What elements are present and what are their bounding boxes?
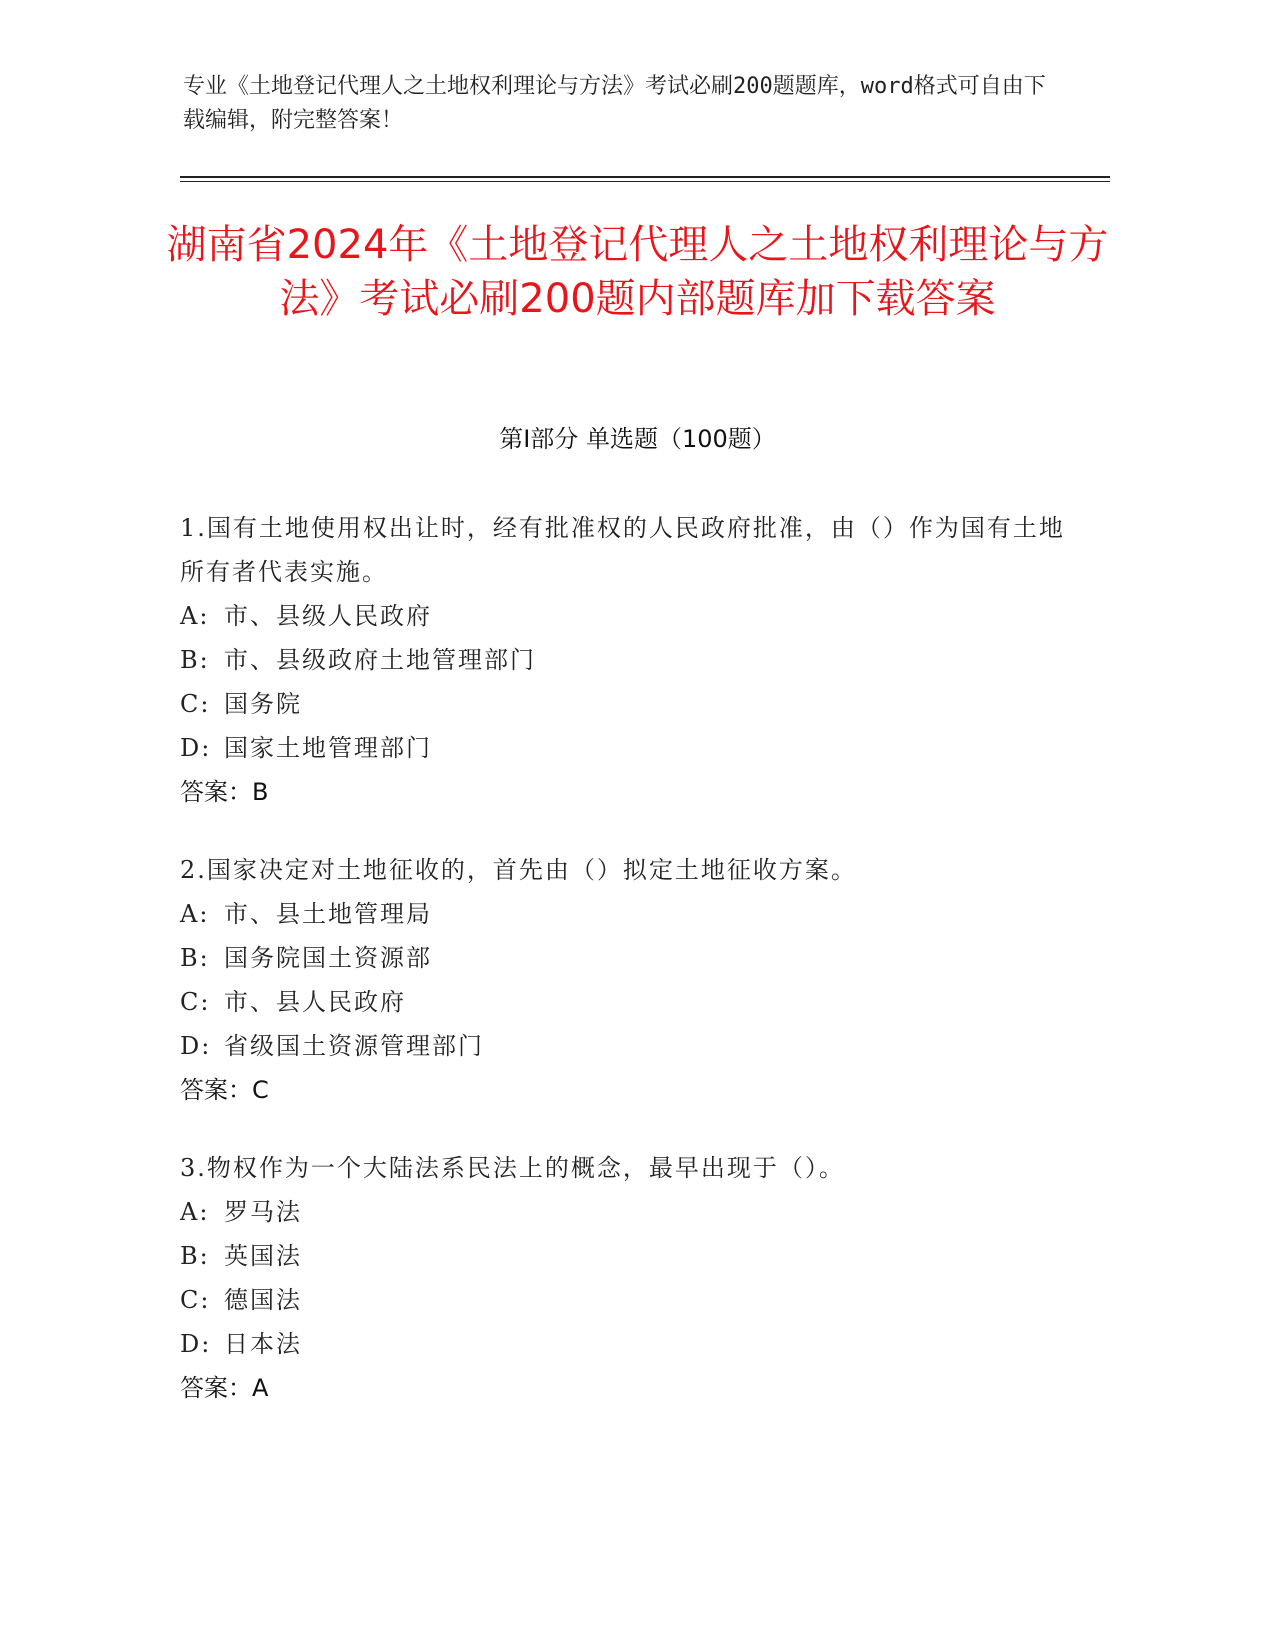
header-rule-thin — [180, 181, 1110, 182]
header-rule-thick — [180, 176, 1110, 178]
option-key: D: — [180, 1032, 212, 1060]
answer-label: 答案： — [180, 1076, 252, 1104]
document-title: 湖南省2024年《土地登记代理人之土地权利理论与方法》考试必刷200题内部题库加下载答案 — [166, 222, 1109, 322]
option-text: 市、县人民政府 — [224, 988, 406, 1016]
option-key: D: — [180, 1330, 212, 1358]
question-2 — [180, 848, 1080, 1112]
option-b — [180, 638, 1080, 682]
option-text: 国家土地管理部门 — [224, 734, 432, 762]
option-b — [180, 1234, 1080, 1278]
option-a — [180, 594, 1080, 638]
option-text: 日本法 — [224, 1330, 302, 1358]
section-heading: 第I部分 单选题（100题） — [499, 425, 776, 453]
option-text: 罗马法 — [224, 1198, 302, 1226]
option-text: 省级国土资源管理部门 — [224, 1032, 484, 1060]
answer-line — [180, 1366, 1080, 1410]
option-a — [180, 892, 1080, 936]
option-text: 国务院 — [224, 690, 302, 718]
option-key: B: — [180, 944, 210, 972]
option-text: 英国法 — [224, 1242, 302, 1270]
answer-value: B — [252, 778, 269, 806]
option-key: C: — [180, 1286, 211, 1314]
option-c — [180, 980, 1080, 1024]
option-key: C: — [180, 988, 211, 1016]
answer-value: A — [252, 1374, 269, 1402]
question-text: 1.国有土地使用权出让时，经有批准权的人民政府批准，由（）作为国有土地所有者代表实施。 — [180, 514, 1065, 586]
question-text: 2.国家决定对土地征收的，首先由（）拟定土地征收方案。 — [180, 856, 857, 884]
answer-line — [180, 770, 1080, 814]
question-list — [180, 506, 1080, 1444]
option-text: 德国法 — [224, 1286, 302, 1314]
option-d — [180, 726, 1080, 770]
option-text: 国务院国土资源部 — [224, 944, 432, 972]
answer-line — [180, 1068, 1080, 1112]
option-key: B: — [180, 646, 210, 674]
answer-value: C — [252, 1076, 269, 1104]
answer-label: 答案： — [180, 1374, 252, 1402]
option-key: A: — [180, 602, 210, 630]
option-d — [180, 1322, 1080, 1366]
option-text: 市、县级政府土地管理部门 — [224, 646, 536, 674]
header-note: 专业《土地登记代理人之土地权利理论与方法》考试必刷200题题库，word格式可自由下载编辑，附完整答案！ — [183, 74, 1046, 133]
option-key: A: — [180, 1198, 210, 1226]
option-key: D: — [180, 734, 212, 762]
option-text: 市、县级人民政府 — [224, 602, 432, 630]
option-key: B: — [180, 1242, 210, 1270]
question-text: 3.物权作为一个大陆法系民法上的概念，最早出现于（）。 — [180, 1154, 845, 1182]
option-key: A: — [180, 900, 210, 928]
option-c — [180, 682, 1080, 726]
question-1 — [180, 506, 1080, 814]
question-3 — [180, 1146, 1080, 1410]
option-text: 市、县土地管理局 — [224, 900, 432, 928]
option-d — [180, 1024, 1080, 1068]
option-key: C: — [180, 690, 211, 718]
option-a — [180, 1190, 1080, 1234]
answer-label: 答案： — [180, 778, 252, 806]
option-b — [180, 936, 1080, 980]
option-c — [180, 1278, 1080, 1322]
